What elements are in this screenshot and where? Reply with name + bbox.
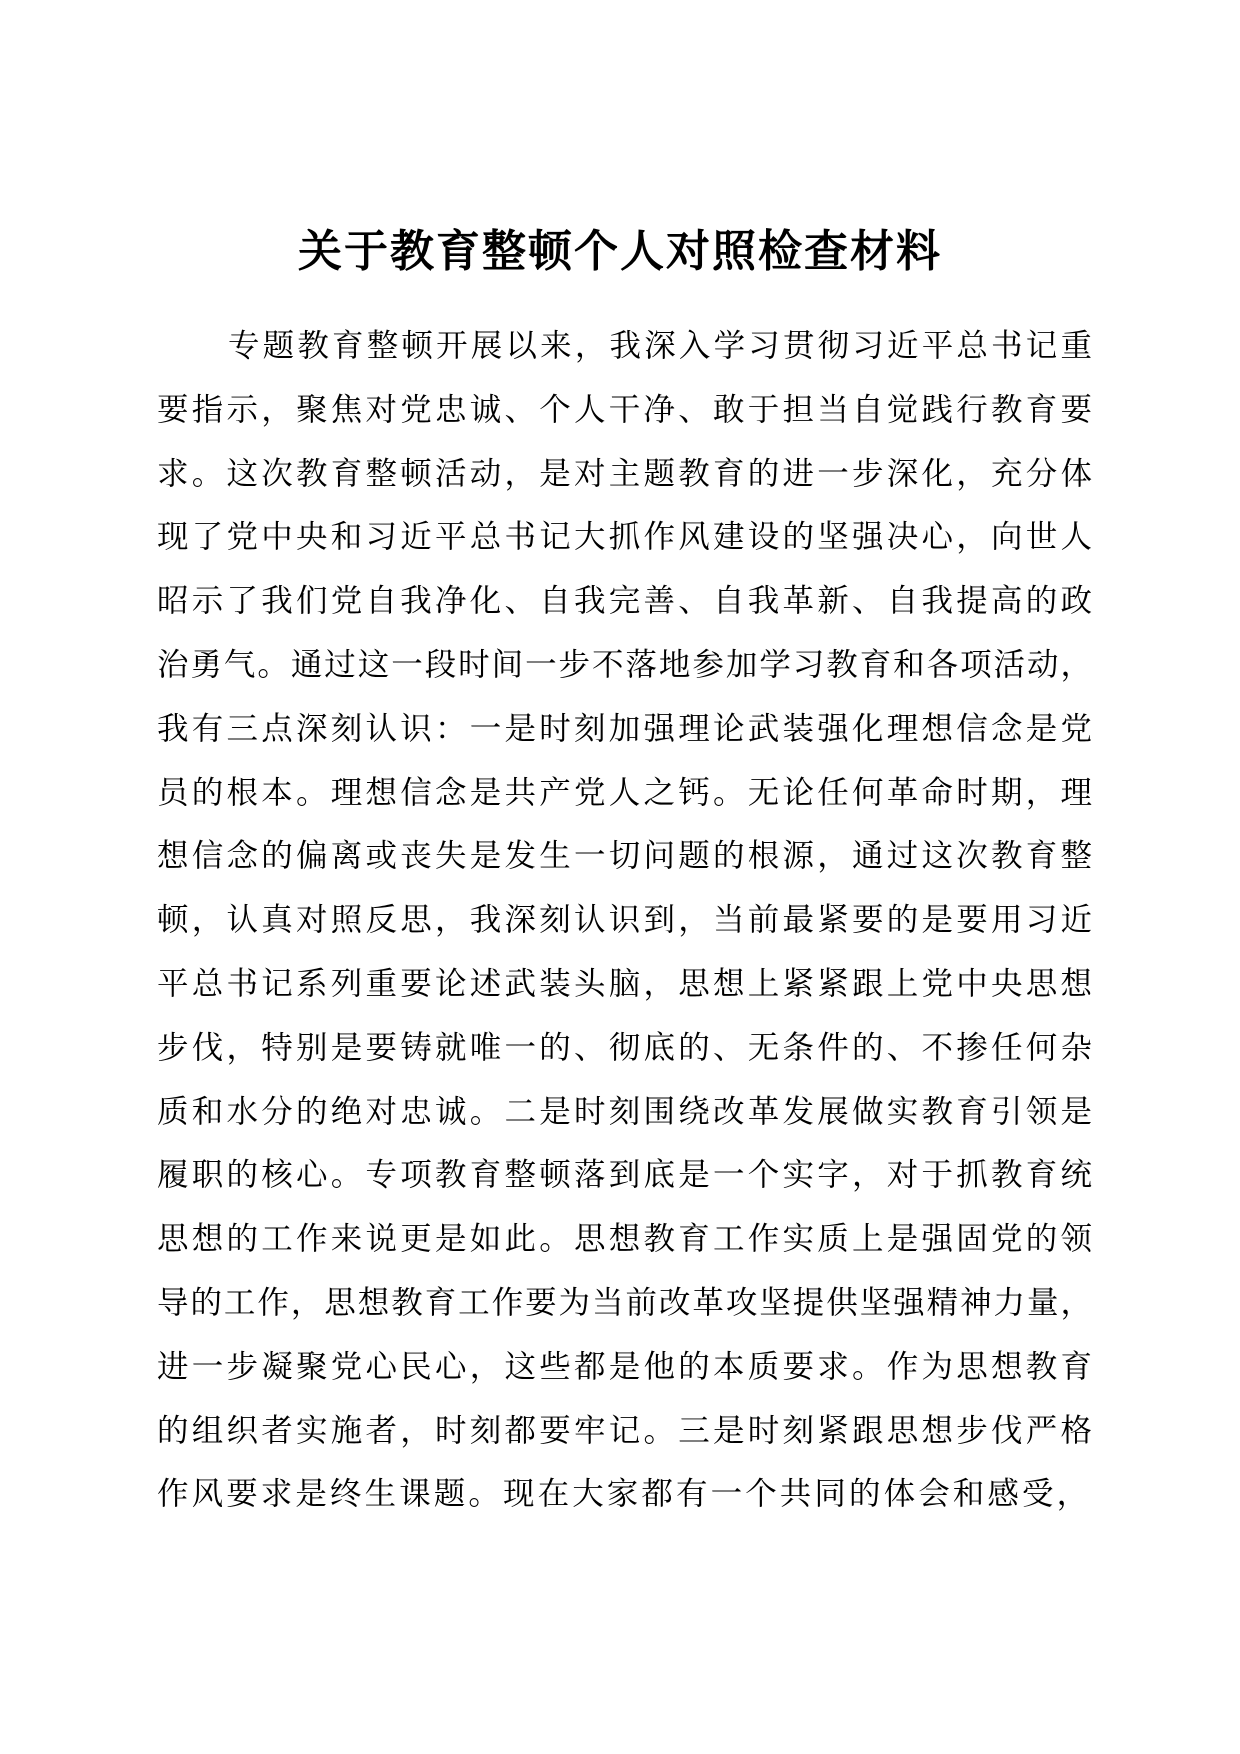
body-line: 履职的核心。专项教育整顿落到底是一个实字，对于抓教育统 [157,1157,1092,1194]
body-line: 专题教育整顿开展以来，我深入学习贯彻习近平总书记重 [228,328,1092,364]
body-line: 昭示了我们党自我净化、自我完善、自我革新、自我提高的政 [157,583,1092,620]
body-line: 步伐，特别是要铸就唯一的、彻底的、无条件的、不掺任何杂 [157,1029,1092,1066]
body-line: 员的根本。理想信念是共产党人之钙。无论任何革命时期，理 [157,774,1092,811]
body-line: 治勇气。通过这一段时间一步不落地参加学习教育和各项活动， [157,646,1092,683]
body-line: 的组织者实施者，时刻都要牢记。三是时刻紧跟思想步伐严格 [157,1412,1092,1449]
body-line: 求。这次教育整顿活动，是对主题教育的进一步深化，充分体 [157,455,1092,492]
body-line: 顿，认真对照反思，我深刻认识到，当前最紧要的是要用习近 [157,902,1092,939]
body-line: 想信念的偏离或丧失是发生一切问题的根源，通过这次教育整 [157,838,1092,875]
body-line: 作风要求是终生课题。现在大家都有一个共同的体会和感受， [157,1476,1092,1513]
document-title: 关于教育整顿个人对照检查材料 [298,226,942,277]
body-line: 我有三点深刻认识：一是时刻加强理论武装强化理想信念是党 [157,710,1092,747]
body-line: 现了党中央和习近平总书记大抓作风建设的坚强决心，向世人 [157,519,1092,556]
body-line: 平总书记系列重要论述武装头脑，思想上紧紧跟上党中央思想 [157,965,1092,1002]
body-line: 进一步凝聚党心民心，这些都是他的本质要求。作为思想教育 [157,1348,1092,1385]
body-line: 思想的工作来说更是如此。思想教育工作实质上是强固党的领 [157,1221,1092,1258]
body-line: 质和水分的绝对忠诚。二是时刻围绕改革发展做实教育引领是 [157,1093,1092,1130]
document-body [157,315,1092,1527]
body-line: 要指示，聚焦对党忠诚、个人干净、敢于担当自觉践行教育要 [157,391,1092,428]
body-line: 导的工作，思想教育工作要为当前改革攻坚提供坚强精神力量， [157,1284,1092,1321]
